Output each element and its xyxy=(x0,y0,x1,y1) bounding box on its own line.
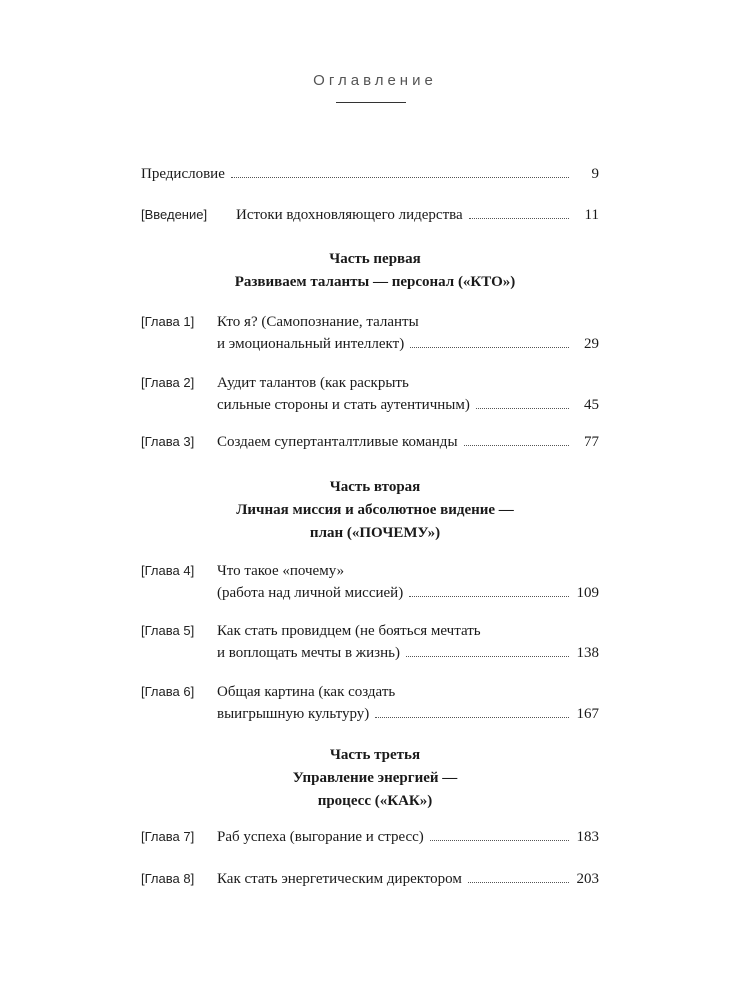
part-label: Часть вторая xyxy=(329,479,421,495)
entry-tag: [Глава 6] xyxy=(141,684,195,699)
entry-tag: [Глава 5] xyxy=(141,623,195,638)
part-label: Часть третья xyxy=(329,747,421,763)
page-number: 203 xyxy=(576,871,599,887)
dot-leader xyxy=(476,408,569,409)
entry-tag: [Глава 7] xyxy=(141,829,195,844)
entry-title-line: и воплощать мечты в жизнь) xyxy=(217,645,400,661)
entry-title-line: Аудит талантов (как раскрыть xyxy=(217,375,409,391)
part-title-line: Развиваем таланты — персонал («КТО») xyxy=(234,274,516,290)
dot-leader xyxy=(231,177,569,178)
dot-leader xyxy=(430,840,569,841)
page-number: 11 xyxy=(584,207,599,223)
entry-title-line: Что такое «почему» xyxy=(217,563,345,579)
page-number: 29 xyxy=(584,336,599,352)
page-number: 45 xyxy=(584,397,599,413)
dot-leader xyxy=(468,882,569,883)
entry-title-line: Раб успеха (выгорание и стресс) xyxy=(217,829,424,845)
entry-title-line: Кто я? (Самопознание, таланты xyxy=(217,314,419,330)
entry-title: Истоки вдохновляющего лидерства xyxy=(236,207,463,223)
title-underline xyxy=(336,102,406,103)
entry-tag: [Глава 3] xyxy=(141,434,195,449)
page-number: 183 xyxy=(576,829,599,845)
dot-leader xyxy=(409,596,569,597)
page-number: 138 xyxy=(576,645,599,661)
dot-leader xyxy=(469,218,569,219)
entry-tag: [Глава 8] xyxy=(141,871,195,886)
part-title-line: план («ПОЧЕМУ») xyxy=(309,525,441,541)
page-number: 109 xyxy=(576,585,599,601)
dot-leader xyxy=(464,445,569,446)
toc-title: Оглавление xyxy=(313,72,437,89)
entry-title: Предисловие xyxy=(141,166,225,182)
entry-title-line: и эмоциональный интеллект) xyxy=(217,336,405,352)
entry-title-line: сильные стороны и стать аутентичным) xyxy=(217,397,470,413)
part-heading-3 xyxy=(0,744,750,813)
page-number: 167 xyxy=(576,706,599,722)
dot-leader xyxy=(375,717,569,718)
entry-title-line: Как стать энергетическим директором xyxy=(217,871,462,887)
dot-leader xyxy=(406,656,569,657)
page-number: 77 xyxy=(584,434,599,450)
part-title-line: Личная миссия и абсолютное видение — xyxy=(236,502,514,518)
part-heading-1 xyxy=(0,248,750,294)
part-title-line: Управление энергией — xyxy=(292,770,458,786)
entry-tag: [Глава 1] xyxy=(141,314,195,329)
page-number: 9 xyxy=(591,166,599,182)
part-label: Часть первая xyxy=(329,251,421,267)
dot-leader xyxy=(410,347,569,348)
entry-title-line: выигрышную культуру) xyxy=(217,706,370,722)
entry-tag: [Глава 2] xyxy=(141,375,195,390)
entry-title-line: Создаем супертанталтливые команды xyxy=(217,434,458,450)
entry-title-line: Общая картина (как создать xyxy=(217,684,396,700)
part-heading-2 xyxy=(0,476,750,545)
part-title-line: процесс («КАК») xyxy=(317,793,433,809)
entry-title-line: (работа над личной миссией) xyxy=(217,585,404,601)
entry-tag: [Введение] xyxy=(141,207,208,222)
entry-title-line: Как стать провидцем (не бояться мечтать xyxy=(217,623,481,639)
entry-tag: [Глава 4] xyxy=(141,563,195,578)
